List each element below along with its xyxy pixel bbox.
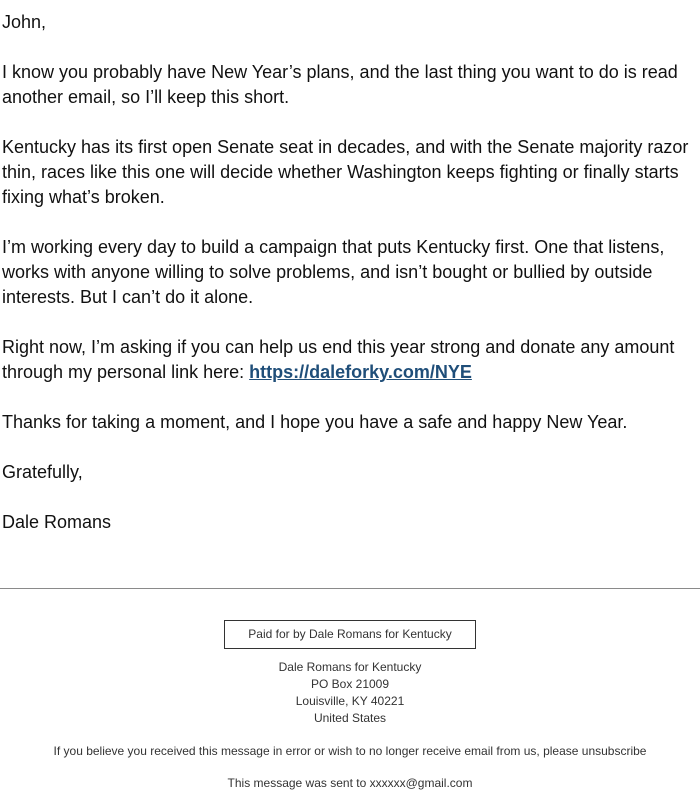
address-po-box: PO Box 21009 (310, 677, 390, 691)
mailing-address (0, 659, 700, 727)
paragraph-senate-seat: Kentucky has its first open Senate seat in decades, and with the Senate majority razor thin, races like this one will decide whether Washington keeps fighting or finally starts fixing what’s broken. (2, 137, 689, 207)
greeting: John, (2, 12, 47, 32)
address-org: Dale Romans for Kentucky (278, 660, 422, 674)
paid-for-box: Paid for by Dale Romans for Kentucky (224, 620, 476, 649)
unsubscribe-notice[interactable]: If you believe you received this message in error or wish to no longer receive email from us, please unsubscribe (53, 744, 647, 758)
footer-divider (0, 588, 700, 589)
closing: Gratefully, (2, 462, 83, 482)
donate-text: Right now, I’m asking if you can help us end this year strong and donate any amount through my personal link here: (2, 337, 675, 382)
paragraph-campaign: I’m working every day to build a campaign that puts Kentucky first. One that listens, works with anyone willing to solve problems, and isn’t bought or bullied by outside interests. But I can’t do it alone. (2, 237, 665, 307)
sent-to-notice: This message was sent to xxxxxx@gmail.com (227, 776, 473, 790)
address-country: United States (313, 711, 387, 725)
paragraph-intro: I know you probably have New Year’s plans, and the last thing you want to do is read another email, so I’ll keep this short. (2, 62, 678, 107)
paragraph-thanks: Thanks for taking a moment, and I hope you have a safe and happy New Year. (2, 412, 628, 432)
paragraph-donate (2, 335, 698, 385)
address-city-line: Louisville, KY 40221 (295, 694, 405, 708)
signature: Dale Romans (2, 512, 112, 532)
donate-link[interactable]: https://daleforky.com/NYE (249, 362, 472, 382)
email-body (2, 10, 698, 535)
footer (0, 620, 700, 792)
